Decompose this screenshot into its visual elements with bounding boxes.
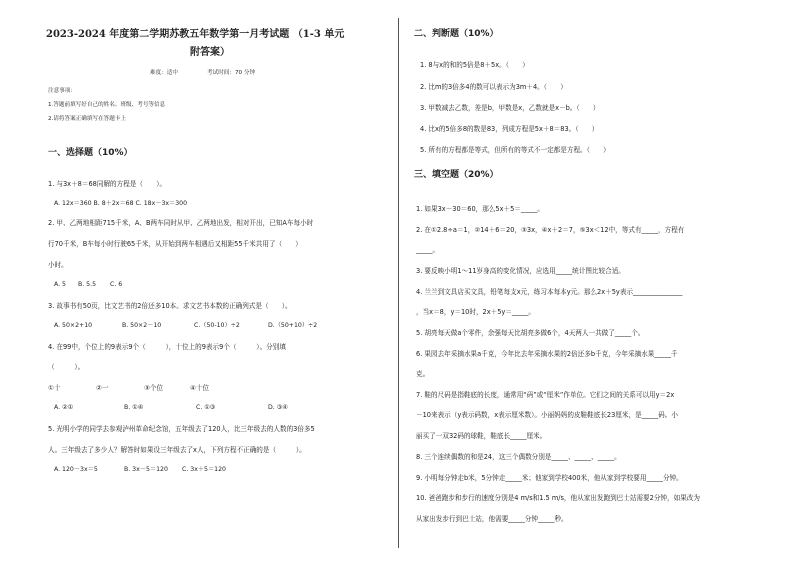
- fill-question: 1. 如果3x－30＝60，那么5x＋5＝_____。: [416, 205, 544, 213]
- fill-question-cont: 从家出发步行到巴士站，他需要_____分钟_____秒。: [416, 515, 568, 523]
- column-divider: [398, 18, 399, 548]
- exam-title: 2023-2024 年度第二学期苏教五年数学第一月考试题 （1-3 单元: [46, 29, 345, 40]
- exam-title-line2: 附答案）: [190, 47, 230, 58]
- judge-item: 3. 甲数减去乙数，差是b，甲数是x，乙数就是x－b。（ ）: [420, 104, 600, 112]
- difficulty: 难度：适中: [150, 70, 178, 76]
- exam-time: 考试时间：70 分钟: [207, 70, 256, 76]
- left-column: [40, 0, 390, 562]
- option-b: B. 5.5: [78, 281, 97, 288]
- option-a: A. 120－3x＝5: [54, 466, 98, 473]
- section-heading-choice: 一、选择题（10%）: [48, 148, 133, 158]
- notice-item: 2.请将答案正确填写在答题卡上: [48, 116, 127, 122]
- notice-title: 注意事项：: [48, 88, 76, 94]
- fill-question: 7. 鞋的尺码是指鞋底的长度，通常用“码”或“厘米”作单位。它们之间的关系可以用y＝2x: [416, 391, 675, 399]
- question-2-line: 小时。: [48, 261, 68, 269]
- fill-question: 3. 要反映小明1～11岁身高的变化情况，应选用_____统计图比较合适。: [416, 267, 625, 275]
- fill-question-cont: 克。: [416, 370, 430, 378]
- fill-question: 8. 三个连续偶数的和是24，这三个偶数分别是_____、_____、_____。: [416, 453, 621, 461]
- question-4-line: 4. 在99中，个位上的9表示9个（ ），十位上的9表示9个（ ）。分别填: [48, 343, 286, 351]
- question-2-line: 2. 甲、乙两地相距715千米，A、B两车同时从甲、乙两地出发，相对开出，已知A车每小时: [48, 219, 314, 227]
- judge-item: 1. 8与x的和的5倍是8＋5x。（ ）: [420, 61, 529, 69]
- section-heading-fill: 三、填空题（20%）: [414, 170, 499, 180]
- question-1-options: A. 12x＝360 B. 8＋2x＝68 C. 18x－3x＝300: [54, 200, 188, 207]
- option-c: C. 6: [110, 281, 123, 288]
- option-b: B. ①④: [124, 404, 144, 411]
- fill-question: 9. 小明每分钟走b米，5分钟走_____米；他家到学校400米，他从家到学校要用_____分钟。: [416, 474, 683, 482]
- fill-question: 10. 爸爸跑步和步行的速度分别是4 m/s和1.5 m/s，他从家出发跑到巴士站需要2分钟，如果改为: [416, 494, 700, 502]
- notice-item: 1.答题前填写好自己的姓名、班级、考号等信息: [48, 102, 166, 108]
- judge-item: 4. 比x的5倍多8的数是83，列成方程是5x＋8＝83。（ ）: [420, 125, 599, 133]
- fill-question-cont: －10来表示（y表示码数，x表示厘米数）。小丽妈妈的皮鞋鞋底长23厘米，是_____码。小: [416, 411, 678, 419]
- right-column: [410, 0, 770, 562]
- option-c: C. 3x＋5＝120: [182, 466, 226, 473]
- option-a: A. ②①: [54, 404, 74, 411]
- fill-question-cont: 丽买了一双32码的球鞋，鞋底长_____厘米。: [416, 432, 547, 440]
- fill-question: 2. 在①2.8÷a＝1，②14＋6＝20，③3x，④x＋2＝7，⑤3x＜12中，等式有_____，方程有: [416, 226, 685, 234]
- section-heading-judge: 二、判断题（10%）: [414, 29, 499, 39]
- choice-3: ③个位: [144, 384, 164, 392]
- fill-question: 6. 果园去年采摘水果a千克，今年比去年采摘水果的2倍还多b千克，今年采摘水果_____千: [416, 350, 678, 358]
- judge-item: 2. 比m的3倍多4的数可以表示为3m＋4。（ ）: [420, 83, 567, 91]
- question-1: 1. 与3x＋8＝68同解的方程是（ ）。: [48, 180, 167, 188]
- fill-question-cont: ，当x＝8，y＝10时，2x＋5y＝_____。: [416, 308, 536, 316]
- choice-4: ④十位: [190, 384, 210, 392]
- judge-item: 5. 所有的方程都是等式，但所有的等式不一定都是方程。（ ）: [420, 146, 610, 154]
- option-c: C. ①③: [196, 404, 216, 411]
- option-d: D.（50+10）÷2: [268, 322, 318, 329]
- fill-question-cont: _____。: [416, 246, 440, 254]
- fill-question: 4. 兰兰到文具店买文具，铅笔每支x元，练习本每本y元。那么2x＋5y表示_______________: [416, 288, 683, 296]
- option-c: C.（50-10）÷2: [194, 322, 240, 329]
- choice-1: ①十: [48, 384, 61, 392]
- option-d: D. ③④: [268, 404, 288, 411]
- choice-2: ②一: [96, 384, 109, 392]
- fill-question: 5. 胡亮每天做a个零件，余强每天比胡亮多做6个，4天两人一共做了_____个。: [416, 329, 645, 337]
- option-a: A. 50×2+10: [54, 322, 93, 329]
- question-3: 3. 故事书有50页，比文艺书的2倍还多10本。求文艺书本数的正确列式是（ ）。: [48, 302, 292, 310]
- question-2-line: 行70千米，B车每小时行驶65千米，从开始到两车相遇后又相距55千米共用了（ ）: [48, 240, 302, 248]
- question-5-line: 人。三年级去了多少人？解答时如果设三年级去了x人，下列方程不正确的是（ ）。: [48, 446, 306, 454]
- option-b: B. 3x－5＝120: [124, 466, 168, 473]
- question-4-line: （ ）。: [48, 363, 85, 371]
- question-5-line: 5. 光明小学的同学去参观泸州革命纪念馆，五年级去了120人，比三年级去的人数的3倍多5: [48, 425, 315, 433]
- option-a: A. 5: [54, 281, 66, 288]
- option-b: B. 50×2－10: [122, 322, 162, 329]
